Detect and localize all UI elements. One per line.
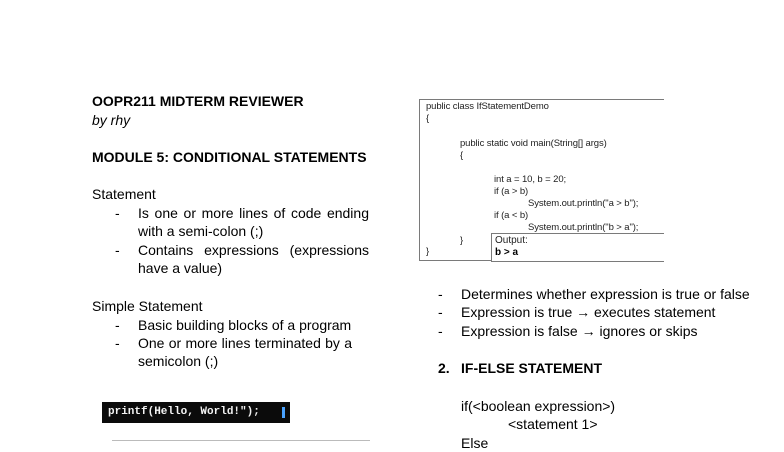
printf-code-text: printf(Hello, World!"); bbox=[108, 406, 260, 418]
list-dash: - bbox=[115, 335, 120, 351]
syntax-line: Else bbox=[461, 435, 489, 451]
output-box bbox=[491, 233, 664, 262]
code-line: public static void main(String[] args) bbox=[460, 138, 607, 149]
code-line: public class IfStatementDemo bbox=[426, 101, 549, 112]
code-line: if (a > b) bbox=[494, 186, 529, 197]
syntax-line: <statement 1> bbox=[508, 416, 598, 432]
list-item: Expression is true → executes statement bbox=[461, 304, 716, 320]
list-item: One or more lines terminated by a semicolon (;) bbox=[138, 335, 352, 369]
printf-code-image bbox=[102, 402, 290, 423]
list-item: Is one or more lines of code ending with a semi-colon (;) bbox=[138, 205, 369, 239]
code-line: { bbox=[426, 113, 430, 124]
list-item: Basic building blocks of a program bbox=[138, 317, 352, 333]
list-dash: - bbox=[115, 242, 120, 258]
list-dash: - bbox=[438, 286, 443, 302]
document-title: OOPR211 MIDTERM REVIEWER bbox=[92, 93, 304, 109]
list-dash: - bbox=[438, 304, 443, 320]
section-number: 2. bbox=[438, 360, 450, 376]
list-item: Expression is false → ignores or skips bbox=[461, 323, 698, 339]
code-line: System.out.println("a > b"); bbox=[528, 198, 639, 209]
list-dash: - bbox=[115, 317, 120, 333]
statement-heading: Statement bbox=[92, 186, 156, 202]
code-line: if (a < b) bbox=[494, 210, 529, 221]
cursor-mark bbox=[282, 407, 285, 418]
list-dash: - bbox=[438, 323, 443, 339]
list-dash: - bbox=[115, 205, 120, 221]
code-line: } bbox=[426, 246, 430, 257]
simple-statement-heading: Simple Statement bbox=[92, 298, 203, 314]
section-title: IF-ELSE STATEMENT bbox=[461, 360, 603, 376]
code-line: } bbox=[460, 235, 464, 246]
module-heading: MODULE 5: CONDITIONAL STATEMENTS bbox=[92, 149, 367, 165]
document-author: by rhy bbox=[92, 112, 131, 128]
code-line: { bbox=[460, 150, 464, 161]
output-value: b > a bbox=[495, 247, 519, 258]
output-label: Output: bbox=[495, 235, 528, 246]
code-line: int a = 10, b = 20; bbox=[494, 174, 567, 185]
syntax-line: if(<boolean expression>) bbox=[461, 398, 616, 414]
list-item: Contains expressions (expressions have a value) bbox=[138, 242, 369, 276]
list-item: Determines whether expression is true or false bbox=[461, 286, 750, 302]
code-line: System.out.println("b > a"); bbox=[528, 222, 639, 233]
